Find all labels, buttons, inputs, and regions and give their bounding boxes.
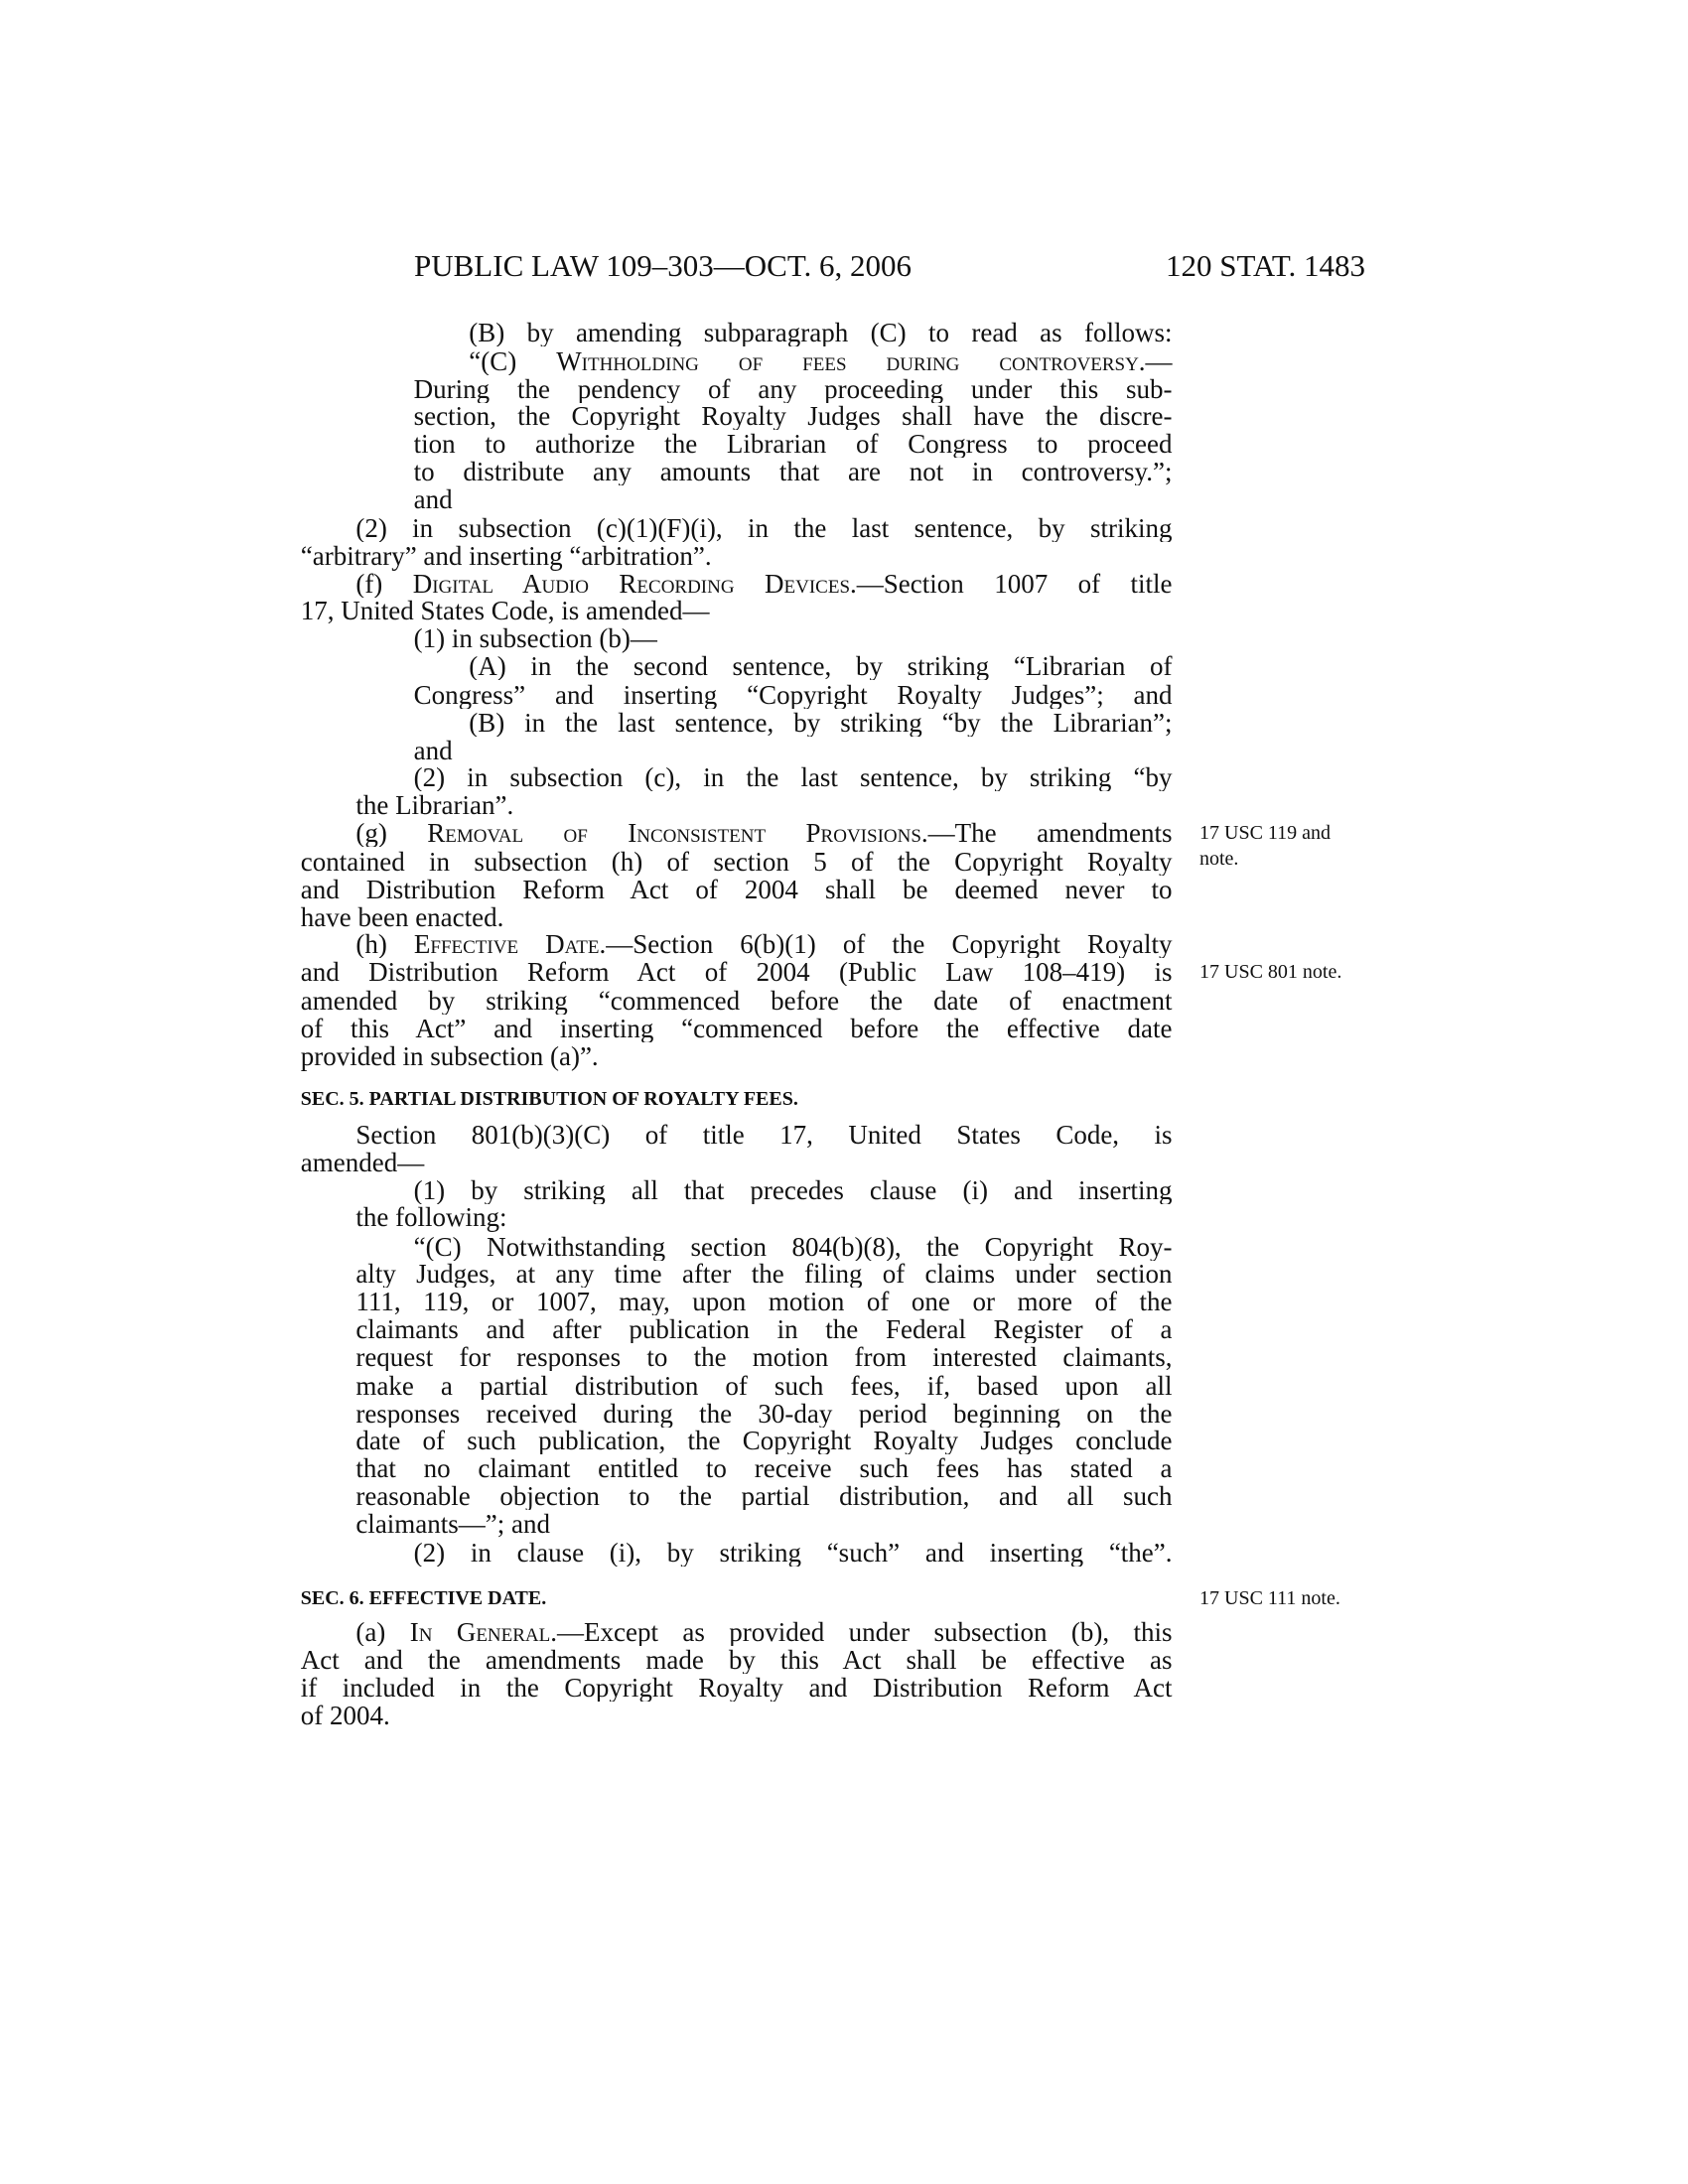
- line-text: that no claimant entitled to receive such fees has stated a: [355, 1454, 1173, 1483]
- line-text: section, the Copyright Royalty Judges shall have the discre-: [413, 402, 1173, 431]
- line-text: tion to authorize the Librarian of Congress to proceed: [413, 430, 1173, 459]
- text-line: [301, 1702, 390, 1729]
- text-line: [414, 402, 1173, 430]
- line-text: reasonable objection to the partial distribution, and all such: [355, 1481, 1173, 1510]
- text-line: [355, 1400, 1172, 1428]
- line-text: “(C): [469, 346, 557, 375]
- text-line: [414, 430, 1173, 458]
- line-text: (B) in the last sentence, by striking “by the Librarian”;: [469, 708, 1173, 737]
- text-line: [355, 1203, 506, 1231]
- text-line: [355, 1427, 1172, 1454]
- text-line: [301, 1015, 1173, 1042]
- line-text: and: [413, 735, 453, 765]
- line-text: (A) in the second sentence, by striking “Librarian of: [469, 651, 1173, 680]
- subsection-heading: In General.: [409, 1618, 557, 1647]
- subsection-heading: Digital Audio Recording Devices.: [412, 569, 857, 598]
- line-text: responses received during the 30-day period beginning on the: [355, 1399, 1173, 1428]
- line-text: and: [413, 483, 453, 514]
- text-line: [414, 1233, 1173, 1261]
- text-line: [469, 709, 1172, 737]
- page-number: 120 STAT. 1483: [1165, 248, 1365, 283]
- line-text: of 2004.: [300, 1700, 390, 1730]
- text-line: [301, 903, 504, 931]
- section-heading: [301, 1085, 798, 1113]
- text-line: [301, 542, 712, 570]
- line-text: amended by striking “commenced before the date of enactment: [300, 987, 1173, 1016]
- text-line: [301, 597, 710, 624]
- text-line: [414, 624, 657, 652]
- text-line: [414, 737, 453, 764]
- text-line: [301, 987, 1173, 1015]
- line-text: make a partial distribution of such fees, if, based upon all: [355, 1371, 1173, 1400]
- text-line: [355, 1260, 1172, 1288]
- text-line: [469, 347, 1172, 375]
- line-text: and Distribution Reform Act of 2004 shall be deemed never to: [300, 875, 1173, 903]
- text-line: [414, 1176, 1173, 1204]
- subsection-heading: Effective Date.: [413, 930, 607, 959]
- margin-note-line: 17 USC 111 note.: [1199, 1586, 1340, 1609]
- text-line: [355, 1482, 1172, 1510]
- text-line: [355, 819, 1172, 847]
- line-text: (2) in subsection (c), in the last sentence, by striking “by: [413, 763, 1173, 792]
- line-text: of this Act” and inserting “commenced before the effective date: [300, 1015, 1173, 1043]
- running-head-title: PUBLIC LAW 109–303—OCT. 6, 2006: [414, 248, 912, 283]
- text-line: [301, 1149, 424, 1176]
- line-text: provided in subsection (a)”.: [300, 1040, 599, 1071]
- line-text: claimants—”; and: [355, 1508, 551, 1539]
- line-text: have been enacted.: [300, 901, 504, 932]
- text-line: [355, 791, 513, 819]
- line-text: (1) in subsection (b)—: [413, 623, 657, 654]
- text-line: [414, 375, 1173, 403]
- line-text: date of such publication, the Copyright Royalty Judges conclude: [355, 1427, 1173, 1455]
- line-text: if included in the Copyright Royalty and Distribution Reform Act: [300, 1674, 1173, 1702]
- line-text: Congress” and inserting “Copyright Royalty Judges”; and: [413, 681, 1173, 709]
- line-text: request for responses to the motion from interested claimants,: [355, 1342, 1173, 1371]
- line-text: (B) by amending subparagraph (C) to read as follows:: [469, 318, 1173, 346]
- text-line: [414, 763, 1173, 791]
- margin-note: [1199, 820, 1331, 872]
- line-text: 17, United States Code, is amended—: [300, 596, 710, 626]
- line-text: SEC. 5. PARTIAL DISTRIBUTION OF ROYALTY FEES.: [300, 1087, 798, 1110]
- text-line: [469, 652, 1172, 680]
- line-text: —Section 1007 of title: [856, 569, 1173, 598]
- line-text: “arbitrary” and inserting “arbitration”.: [300, 540, 712, 571]
- line-text: During the pendency of any proceeding under this sub-: [413, 374, 1173, 403]
- line-text: the following:: [355, 1202, 507, 1233]
- text-line: [355, 514, 1172, 542]
- line-text: and Distribution Reform Act of 2004 (Public Law 108–419) is: [300, 958, 1173, 987]
- text-line: [414, 485, 453, 513]
- line-text: “(C) Notwithstanding section 804(b)(8), the Copyright Roy-: [413, 1232, 1173, 1261]
- text-line: [301, 876, 1173, 903]
- text-line: [355, 1121, 1172, 1149]
- text-line: [301, 958, 1173, 986]
- text-line: [355, 1510, 550, 1538]
- margin-note: [1199, 959, 1341, 985]
- text-line: [355, 1618, 1172, 1646]
- text-line: [414, 1539, 1173, 1567]
- subsection-heading: Removal of Inconsistent Provisions.: [427, 818, 928, 847]
- text-line: [414, 458, 1173, 485]
- text-line: [469, 319, 1172, 346]
- line-text: (h): [355, 930, 414, 959]
- line-text: (a): [355, 1618, 410, 1647]
- line-text: (2) in subsection (c)(1)(F)(i), in the last sentence, by striking: [355, 513, 1173, 542]
- subsection-heading: Withholding of fees during controversy.: [556, 346, 1146, 375]
- text-line: [355, 930, 1172, 958]
- line-text: SEC. 6. EFFECTIVE DATE.: [300, 1586, 547, 1609]
- line-text: —Section 6(b)(1) of the Copyright Royalty: [606, 930, 1173, 959]
- line-text: —Except as provided under subsection (b), this: [557, 1618, 1173, 1647]
- line-text: (1) by striking all that precedes clause (i) and inserting: [413, 1175, 1173, 1204]
- text-line: [301, 1042, 599, 1070]
- text-line: [414, 681, 1173, 709]
- margin-note: [1199, 1585, 1340, 1611]
- line-text: alty Judges, at any time after the filing of claims under section: [355, 1260, 1173, 1289]
- text-line: [301, 1674, 1173, 1702]
- text-line: [355, 1343, 1172, 1371]
- text-line: [355, 1372, 1172, 1400]
- line-text: —The amendments: [927, 818, 1173, 847]
- text-line: [355, 1288, 1172, 1315]
- line-text: (g): [355, 818, 428, 847]
- line-text: Act and the amendments made by this Act shall be effective as: [300, 1646, 1173, 1675]
- line-text: to distribute any amounts that are not in controversy.”;: [413, 458, 1173, 485]
- line-text: —: [1145, 346, 1173, 375]
- line-text: claimants and after publication in the Federal Register of a: [355, 1314, 1173, 1343]
- text-line: [355, 570, 1172, 598]
- text-line: [355, 1454, 1172, 1482]
- margin-note-line: note.: [1199, 847, 1239, 870]
- line-text: 111, 119, or 1007, may, upon motion of one or more of the: [355, 1288, 1173, 1316]
- text-line: [355, 1315, 1172, 1343]
- text-line: [301, 1646, 1173, 1674]
- line-text: contained in subsection (h) of section 5 of the Copyright Royalty: [300, 848, 1173, 877]
- line-text: amended—: [300, 1147, 425, 1177]
- line-text: the Librarian”.: [355, 790, 514, 821]
- line-text: Section 801(b)(3)(C) of title 17, United States Code, is: [355, 1121, 1173, 1150]
- margin-note-line: 17 USC 119 and: [1199, 821, 1332, 844]
- text-line: [301, 848, 1173, 876]
- line-text: (f): [355, 569, 413, 598]
- margin-note-line: 17 USC 801 note.: [1199, 961, 1342, 984]
- line-text: (2) in clause (i), by striking “such” and inserting “the”.: [413, 1538, 1173, 1567]
- section-heading: [301, 1584, 546, 1612]
